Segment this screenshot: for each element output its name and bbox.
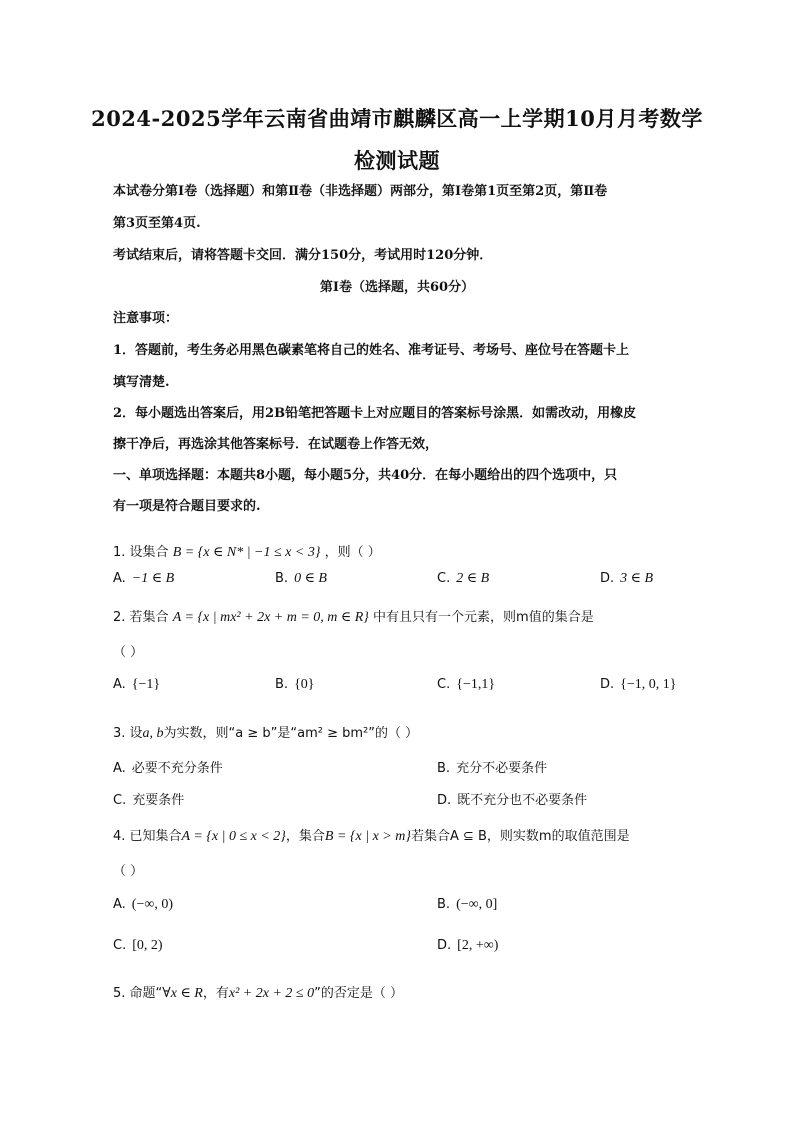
question-3-math: a, b <box>142 726 164 741</box>
option-value: 0 ∈ B <box>294 571 327 586</box>
option-value: {−1,1} <box>456 677 496 692</box>
option-value: (−∞, 0] <box>456 897 498 912</box>
question-1-option-d <box>600 570 653 587</box>
question-1-prefix: 1. 设集合 <box>113 545 169 560</box>
question-2 <box>113 606 683 626</box>
question-3 <box>113 722 683 742</box>
option-value: 必要不充分条件 <box>131 761 223 776</box>
question-4-line2: （ ） <box>113 864 144 879</box>
option-label: C. <box>437 677 451 692</box>
question-2-prefix: 2. 若集合 <box>113 610 169 625</box>
option-label: A. <box>113 761 126 776</box>
option-label: B. <box>437 761 451 776</box>
option-label: C. <box>113 793 127 808</box>
intro-line2: 第3页至第4页. <box>113 216 201 231</box>
exam-title-line2: 检测试题 <box>354 148 440 173</box>
intro-line1: 本试卷分第Ⅰ卷（选择题）和第Ⅱ卷（非选择题）两部分，第Ⅰ卷第1页至第2页，第Ⅱ卷 <box>113 184 608 199</box>
notes-item2-line1: 2．每小题选出答案后，用2B铅笔把答题卡上对应题目的答案标号涂黑．如需改动，用橡皮 <box>113 406 637 421</box>
option-value: 充分不必要条件 <box>456 761 548 776</box>
option-label: B. <box>275 571 289 586</box>
question-4-option-c <box>113 938 163 954</box>
question-1-option-c <box>437 570 489 587</box>
question-1 <box>113 541 683 561</box>
question-4-prefix: 4. 已知集合 <box>113 829 182 844</box>
question-4-suffix: 若集合A ⊆ B，则实数m的取值范围是 <box>410 829 630 844</box>
option-value: {−1} <box>131 677 161 692</box>
question-5-math2: x² + 2x + 2 ≤ 0 <box>228 986 315 1001</box>
question-5-math: ∀x ∈ R <box>162 986 203 1001</box>
notes-heading: 注意事项： <box>113 311 179 326</box>
question-3-option-b <box>437 757 547 776</box>
intro-line3: 考试结束后，请将答题卡交回．满分150分，考试用时120分钟． <box>113 248 493 263</box>
option-label: B. <box>437 897 451 912</box>
notes-item1-line2: 填写清楚. <box>113 375 170 390</box>
option-label: D. <box>600 677 615 692</box>
question-2-line2: （ ） <box>113 645 144 660</box>
option-value: 充要条件 <box>132 793 185 808</box>
question-5 <box>113 982 683 1002</box>
notes-item2-line2: 擦干净后，再选涂其他答案标号．在试题卷上作答无效， <box>113 437 439 452</box>
exam-title-line1: 2024-2025学年云南省曲靖市麒麟区高一上学期10月月考数学 <box>91 106 703 131</box>
question-2-option-d <box>600 677 677 693</box>
part1-line2: 有一项是符合题目要求的. <box>113 499 261 514</box>
question-2-option-a <box>113 677 160 693</box>
question-5-middle: ，有 <box>202 986 229 1001</box>
option-value: {−1, 0, 1} <box>620 677 677 692</box>
option-label: D. <box>437 938 452 953</box>
question-1-option-b <box>275 570 327 587</box>
question-3-prefix: 3. 设 <box>113 726 143 741</box>
question-3-middle: 为实数，则“a ≥ b”是“am² ≥ bm²”的（ ） <box>163 726 419 741</box>
option-label: C. <box>113 938 127 953</box>
option-label: C. <box>437 571 451 586</box>
question-4 <box>113 825 683 845</box>
option-label: A. <box>113 571 126 586</box>
question-5-suffix: ”的否定是（ ） <box>314 986 403 1001</box>
option-label: A. <box>113 677 126 692</box>
question-1-suffix: ，则（ ） <box>324 545 381 560</box>
option-value: [0, 2) <box>132 938 163 953</box>
question-2-option-b <box>275 677 315 693</box>
option-value: 既不充分也不必要条件 <box>457 793 588 808</box>
question-3-option-d <box>437 789 587 808</box>
section-title: 第Ⅰ卷（选择题，共60分） <box>319 280 475 295</box>
option-label: D. <box>600 571 615 586</box>
question-4-option-b <box>437 897 497 913</box>
option-value: [2, +∞) <box>457 938 499 953</box>
question-4-math: A = {x | 0 ≤ x < 2} <box>181 829 286 844</box>
question-1-option-a <box>113 570 174 587</box>
question-3-option-a <box>113 757 223 776</box>
option-label: A. <box>113 897 126 912</box>
option-label: D. <box>437 793 452 808</box>
option-label: B. <box>275 677 289 692</box>
question-2-suffix: 中有且只有一个元素，则m值的集合是 <box>373 610 594 625</box>
question-2-option-c <box>437 677 495 693</box>
question-4-option-d <box>437 938 498 954</box>
question-4-option-a <box>113 897 173 913</box>
option-value: (−∞, 0) <box>131 897 173 912</box>
question-3-option-c <box>113 789 184 808</box>
question-4-math2: B = {x | x > m} <box>324 829 411 844</box>
option-value: 2 ∈ B <box>456 571 490 586</box>
option-value: 3 ∈ B <box>620 571 654 586</box>
question-1-math: B = {x ∈ N* | −1 ≤ x < 3} <box>172 545 321 560</box>
option-value: {0} <box>294 677 315 692</box>
option-value: −1 ∈ B <box>131 571 175 586</box>
part1-line1: 一、单项选择题：本题共8小题，每小题5分，共40分．在每小题给出的四个选项中，只 <box>113 468 618 483</box>
question-2-math: A = {x | mx² + 2x + m = 0, m ∈ R} <box>172 610 369 625</box>
question-5-prefix: 5. 命题“ <box>113 986 163 1001</box>
notes-item1-line1: 1．答题前，考生务必用黑色碳素笔将自己的姓名、准考证号、考场号、座位号在答题卡上 <box>113 343 630 358</box>
question-4-middle: ，集合 <box>285 829 325 844</box>
